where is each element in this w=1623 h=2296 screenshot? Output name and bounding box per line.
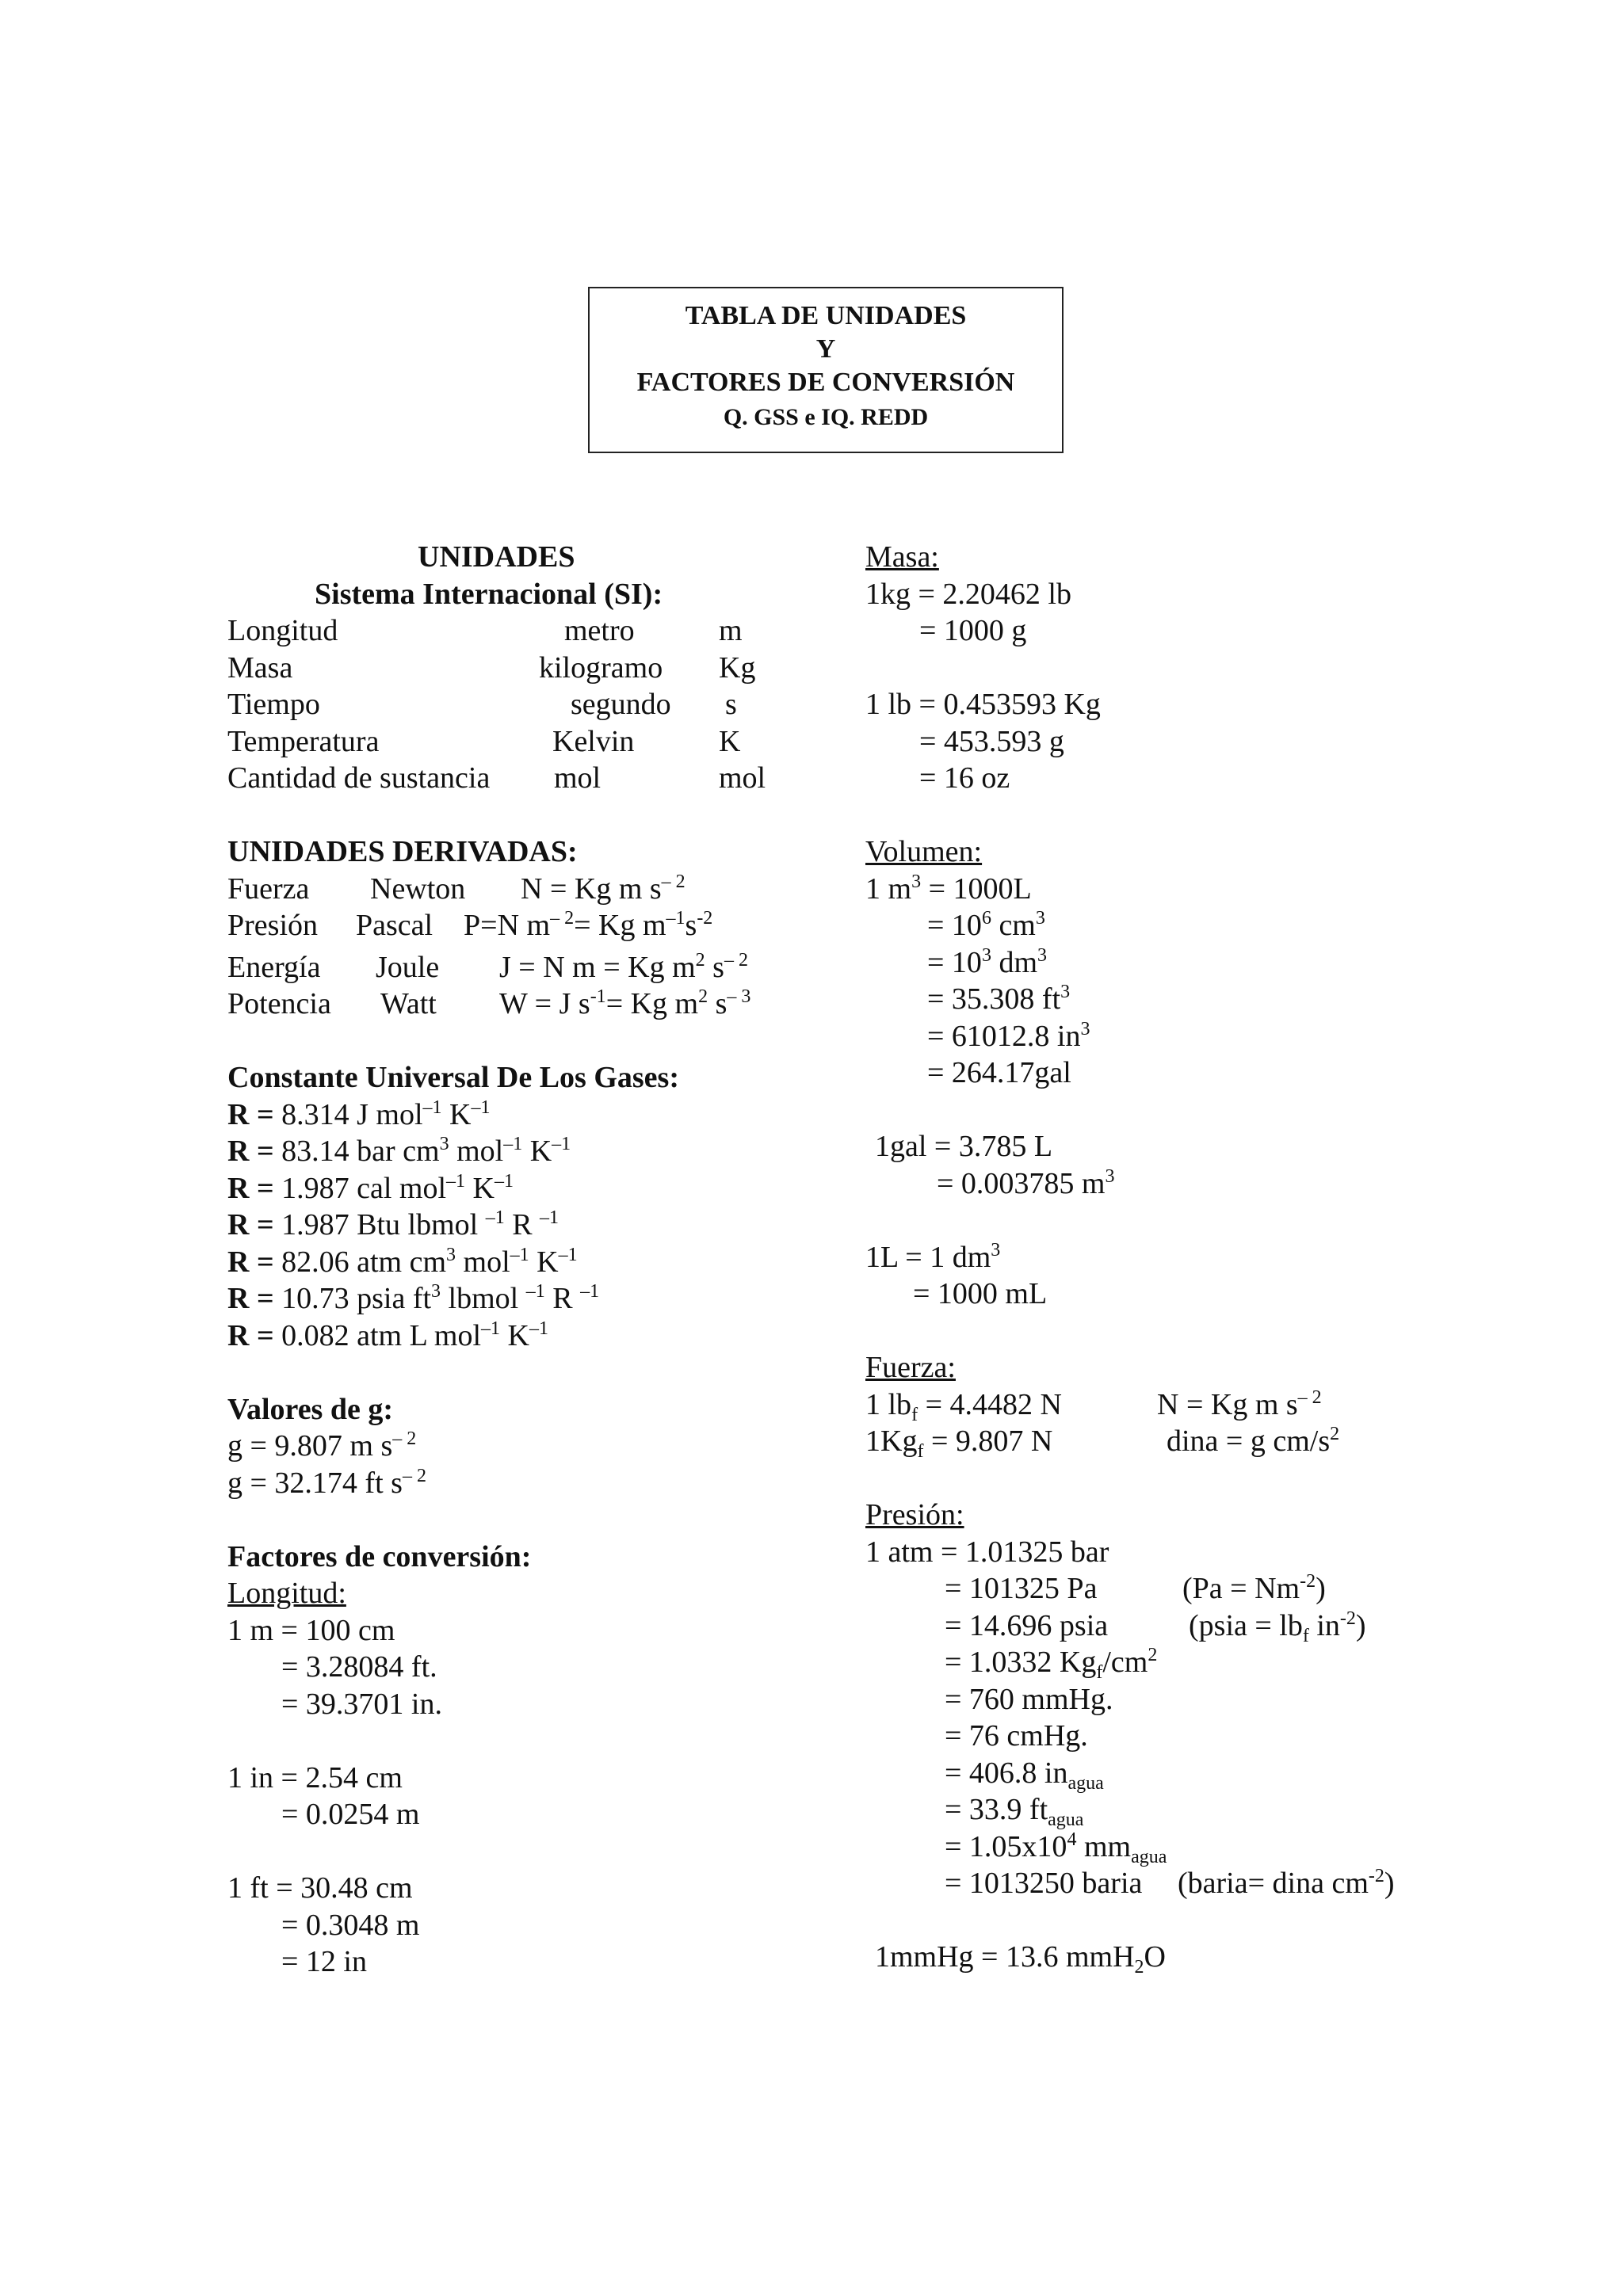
conversion-line: 1kg = 2.20462 lb <box>865 577 1071 611</box>
conversion-line: = 12 in <box>281 1945 367 1978</box>
derived-row-potencia: Potencia Watt W = J $s^{-1}= Kg$ $m^2$ $s^{- 3}$ <box>227 986 751 1020</box>
conversion-line: = 264.17gal <box>927 1056 1071 1089</box>
si-row: Temperatura Kelvin K <box>227 724 741 758</box>
si-row: Tiempo segundo s <box>227 688 737 721</box>
left-column <box>227 539 846 1981</box>
units-heading: UNIDADES <box>418 540 575 574</box>
conversion-line: = 0.3048 m <box>281 1908 420 1942</box>
g-values-heading: Valores de g: <box>227 1392 393 1426</box>
conversion-line: 1 ft = 30.48 cm <box>227 1871 413 1905</box>
conversion-line: 1gal = 3.785 L <box>875 1130 1053 1163</box>
derived-row-fuerza: Fuerza Newton N = Kg m $s^{- 2}$ <box>227 871 685 906</box>
si-heading: Sistema Internacional (SI): <box>315 577 663 611</box>
si-row: Masa kilogramo Kg <box>227 650 756 685</box>
derived-row-presion: Presión Pascal P=N $m^{- 2}= Kg$ $m^{-1}s^{-2}$ <box>227 908 713 942</box>
conversion-line: 1 m = 100 cm <box>227 1613 395 1647</box>
conversion-line: = $10^3$ $dm^3$ <box>927 944 1047 979</box>
conversion-line: = $10^6$ $cm^3$ <box>927 908 1045 942</box>
title-box <box>588 287 1064 453</box>
gas-constant-row: R = 82.06 atm $cm^3$ mol$^{-1}$ $K^{-1}$ <box>227 1244 578 1279</box>
gas-constant-row: R = 1.987 cal mol$^{-1}$ $K^{-1}$ <box>227 1170 514 1205</box>
derived-heading: UNIDADES DERIVADAS: <box>227 835 578 868</box>
conversion-line: = 0.0254 m <box>281 1798 420 1831</box>
conversion-line: = 39.3701 in. <box>281 1687 442 1721</box>
right-column <box>865 539 1547 1976</box>
title-authors: Q. GSS e IQ. REDD <box>723 404 929 430</box>
conversion-line: = 1000 g <box>919 614 1027 647</box>
title-line-2: Y <box>815 334 836 364</box>
conversion-line: = 35.308 $ft^3$ <box>927 982 1071 1016</box>
g-value-row: g = 32.174 ft $s^{- 2}$ <box>227 1465 426 1500</box>
volumen-heading: Volumen: <box>865 835 983 868</box>
longitud-heading: Longitud: <box>227 1577 346 1610</box>
gas-constant-row: R = 1.987 Btu lbmol $^{-1}$ R $^{-1}$ <box>227 1207 559 1241</box>
gas-constant-row: R = 0.082 atm L mol$^{-1}$ $K^{-1}$ <box>227 1318 548 1352</box>
conversion-line: = $1.05x10^4$ $mm_{agua}$ <box>945 1829 1167 1867</box>
fuerza-heading: Fuerza: <box>865 1351 956 1384</box>
conversion-line: 1L = 1 $dm^3$ <box>865 1239 1001 1274</box>
gas-constant-heading: Constante Universal De Los Gases: <box>227 1061 679 1094</box>
si-row: Longitud metro m <box>227 614 743 647</box>
gas-constant-row: R = 10.73 psia $ft^3$ lbmol $^{-1}$ R $^{-1}$ <box>227 1281 600 1315</box>
presion-heading: Presión: <box>865 1498 964 1531</box>
conversion-line: = 1.0332 $Kg_f/cm^2$ <box>945 1645 1158 1683</box>
conversion-line: = 1013250 baria (baria= dina $cm^{-2}$) <box>945 1866 1395 1900</box>
conversion-line: $1Kg_f = 9.807$ N dina = g $cm/s^2$ <box>865 1424 1340 1462</box>
gas-constant-row: R = 83.14 bar $cm^3$ mol$^{-1}$ $K^{-1}$ <box>227 1134 571 1168</box>
conversion-line: 1 in = 2.54 cm <box>227 1760 403 1794</box>
conversion-line: = 14.696 psia (psia = $lb_f$ $in^{-2}$) <box>945 1608 1366 1646</box>
conversion-line: 1 lb = 0.453593 Kg <box>865 688 1101 721</box>
conversion-line: = 760 mmHg. <box>945 1682 1113 1716</box>
conversion-line: 1 $lb_f = 4.4482$ N N = Kg m $s^{- 2}$ <box>865 1386 1322 1425</box>
conversion-line: = 33.9 $ft_{agua}$ <box>945 1793 1084 1830</box>
derived-row-energia: Energía Joule J = N m = Kg $m^2$ $s^{- 2}$ <box>227 949 748 984</box>
conversion-line: = 3.28084 ft. <box>281 1650 437 1684</box>
conversion-line: = 61012.8 $in^3$ <box>927 1018 1090 1053</box>
conversion-line: = 76 cmHg. <box>945 1719 1088 1753</box>
masa-heading: Masa: <box>865 540 939 574</box>
conversion-line: = 453.593 g <box>919 724 1064 758</box>
title-line-3: FACTORES DE CONVERSIÓN <box>636 368 1015 397</box>
g-value-row: g = 9.807 m $s^{- 2}$ <box>227 1428 417 1463</box>
conversion-line: = 0.003785 $m^3$ <box>937 1165 1115 1200</box>
conversion-line: 1 $m^3 = 1000L$ <box>865 871 1032 906</box>
si-row: Cantidad de sustancia mol mol <box>227 761 766 795</box>
title-line-1: TABLA DE UNIDADES <box>685 301 967 330</box>
conversion-line: 1 atm = 1.01325 bar <box>865 1535 1109 1569</box>
conversion-line: = 101325 Pa $(Pa = Nm^{-2})$ <box>945 1571 1326 1605</box>
conversion-factors-heading: Factores de conversión: <box>227 1539 532 1573</box>
conversion-line: = 1000 mL <box>913 1277 1048 1310</box>
conversion-line: 1mmHg = 13.6 mmH$_2$O <box>875 1940 1166 1978</box>
conversion-line: = 406.8 $in_{agua}$ <box>945 1756 1104 1794</box>
conversion-line: = 16 oz <box>919 761 1010 795</box>
gas-constant-row: R = 8.314 J mol$^{-1}$ $K^{-1}$ <box>227 1097 491 1131</box>
